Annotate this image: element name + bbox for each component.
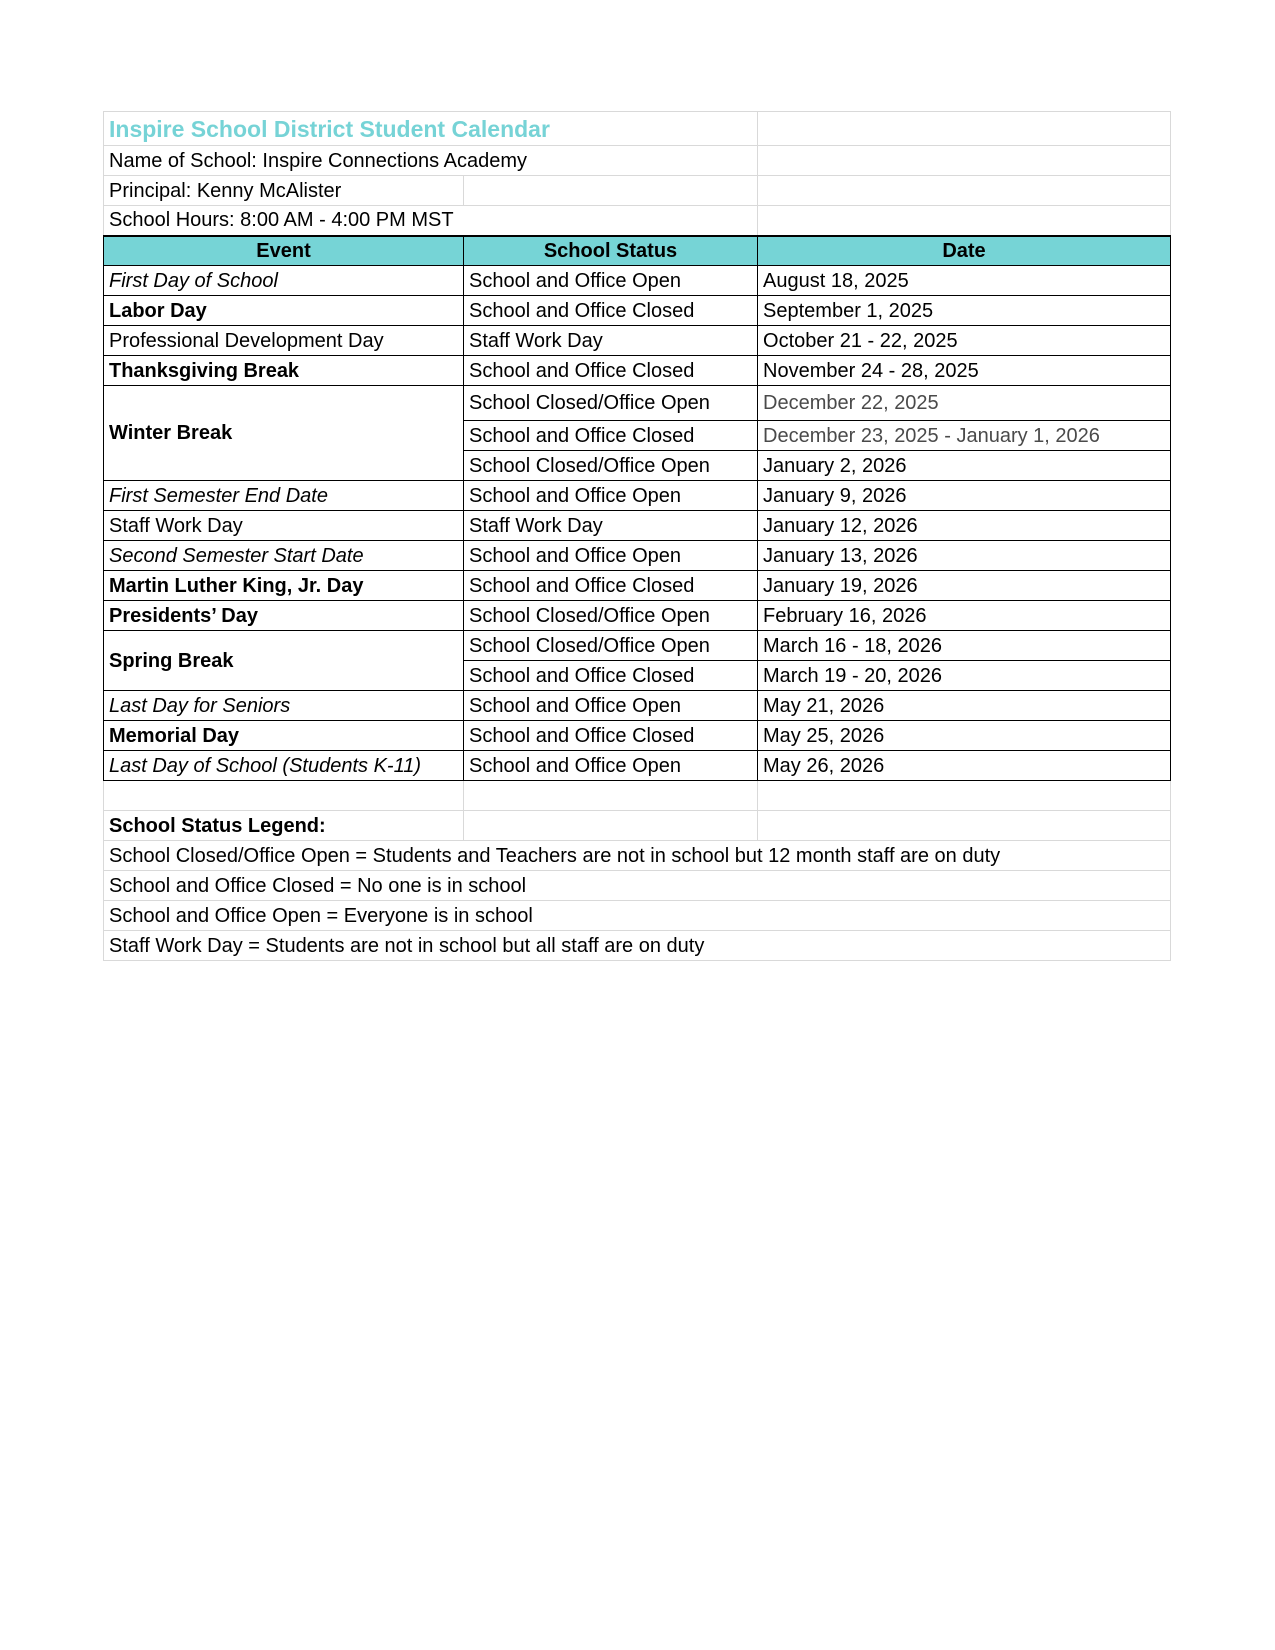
date-cell: January 2, 2026 <box>758 451 1171 481</box>
table-row <box>104 541 1171 571</box>
date-cell: October 21 - 22, 2025 <box>758 326 1171 356</box>
table-row <box>104 571 1171 601</box>
date-cell: December 22, 2025 <box>758 386 1171 421</box>
legend-item: School and Office Open = Everyone is in school <box>104 901 1171 931</box>
principal-name: Principal: Kenny McAlister <box>104 176 464 206</box>
status-cell: School and Office Open <box>464 691 758 721</box>
column-header-status: School Status <box>464 236 758 266</box>
date-cell: March 19 - 20, 2026 <box>758 661 1171 691</box>
table-row <box>104 601 1171 631</box>
status-cell: School and Office Open <box>464 481 758 511</box>
date-cell: February 16, 2026 <box>758 601 1171 631</box>
date-cell: March 16 - 18, 2026 <box>758 631 1171 661</box>
status-cell: School and Office Closed <box>464 356 758 386</box>
column-header-date: Date <box>758 236 1171 266</box>
legend-item: School and Office Closed = No one is in school <box>104 871 1171 901</box>
event-cell: Winter Break <box>104 386 464 481</box>
status-cell: School Closed/Office Open <box>464 451 758 481</box>
event-cell: Spring Break <box>104 631 464 691</box>
table-row <box>104 631 1171 661</box>
column-header-event: Event <box>104 236 464 266</box>
event-cell: Thanksgiving Break <box>104 356 464 386</box>
table-row <box>104 481 1171 511</box>
table-row <box>104 751 1171 781</box>
date-cell: January 13, 2026 <box>758 541 1171 571</box>
calendar-events <box>104 266 1171 781</box>
table-row <box>104 691 1171 721</box>
event-cell: Last Day for Seniors <box>104 691 464 721</box>
table-row <box>104 266 1171 296</box>
status-cell: School and Office Open <box>464 541 758 571</box>
table-row <box>104 356 1171 386</box>
date-cell: May 21, 2026 <box>758 691 1171 721</box>
status-cell: School Closed/Office Open <box>464 601 758 631</box>
legend-heading: School Status Legend: <box>104 811 464 841</box>
status-cell: School and Office Closed <box>464 661 758 691</box>
status-cell: School and Office Closed <box>464 721 758 751</box>
date-cell: January 12, 2026 <box>758 511 1171 541</box>
status-cell: School Closed/Office Open <box>464 631 758 661</box>
status-cell: School and Office Closed <box>464 296 758 326</box>
table-row <box>104 721 1171 751</box>
status-cell: School and Office Closed <box>464 421 758 451</box>
legend-item: Staff Work Day = Students are not in school but all staff are on duty <box>104 931 1171 961</box>
date-cell: September 1, 2025 <box>758 296 1171 326</box>
event-cell: Presidents’ Day <box>104 601 464 631</box>
event-cell: First Semester End Date <box>104 481 464 511</box>
table-row <box>104 296 1171 326</box>
status-cell: Staff Work Day <box>464 511 758 541</box>
calendar-sheet <box>103 111 1171 961</box>
date-cell: May 25, 2026 <box>758 721 1171 751</box>
legend-block <box>104 781 1171 961</box>
date-cell: May 26, 2026 <box>758 751 1171 781</box>
event-cell: Second Semester Start Date <box>104 541 464 571</box>
event-cell: First Day of School <box>104 266 464 296</box>
date-cell: January 9, 2026 <box>758 481 1171 511</box>
date-cell: August 18, 2025 <box>758 266 1171 296</box>
table-row <box>104 386 1171 421</box>
status-cell: School and Office Open <box>464 266 758 296</box>
legend-item: School Closed/Office Open = Students and Teachers are not in school but 12 month staff are on duty <box>104 841 1171 871</box>
date-cell: January 19, 2026 <box>758 571 1171 601</box>
table-row <box>104 511 1171 541</box>
status-cell: Staff Work Day <box>464 326 758 356</box>
calendar-header <box>104 236 1171 266</box>
date-cell: November 24 - 28, 2025 <box>758 356 1171 386</box>
info-block <box>104 112 1171 236</box>
school-hours: School Hours: 8:00 AM - 4:00 PM MST <box>104 206 758 236</box>
event-cell: Memorial Day <box>104 721 464 751</box>
date-cell: December 23, 2025 - January 1, 2026 <box>758 421 1171 451</box>
table-row <box>104 326 1171 356</box>
page-title: Inspire School District Student Calendar <box>104 112 758 146</box>
event-cell: Staff Work Day <box>104 511 464 541</box>
event-cell: Professional Development Day <box>104 326 464 356</box>
event-cell: Martin Luther King, Jr. Day <box>104 571 464 601</box>
school-name: Name of School: Inspire Connections Academy <box>104 146 758 176</box>
status-cell: School and Office Open <box>464 751 758 781</box>
status-cell: School Closed/Office Open <box>464 386 758 421</box>
event-cell: Last Day of School (Students K-11) <box>104 751 464 781</box>
status-cell: School and Office Closed <box>464 571 758 601</box>
event-cell: Labor Day <box>104 296 464 326</box>
